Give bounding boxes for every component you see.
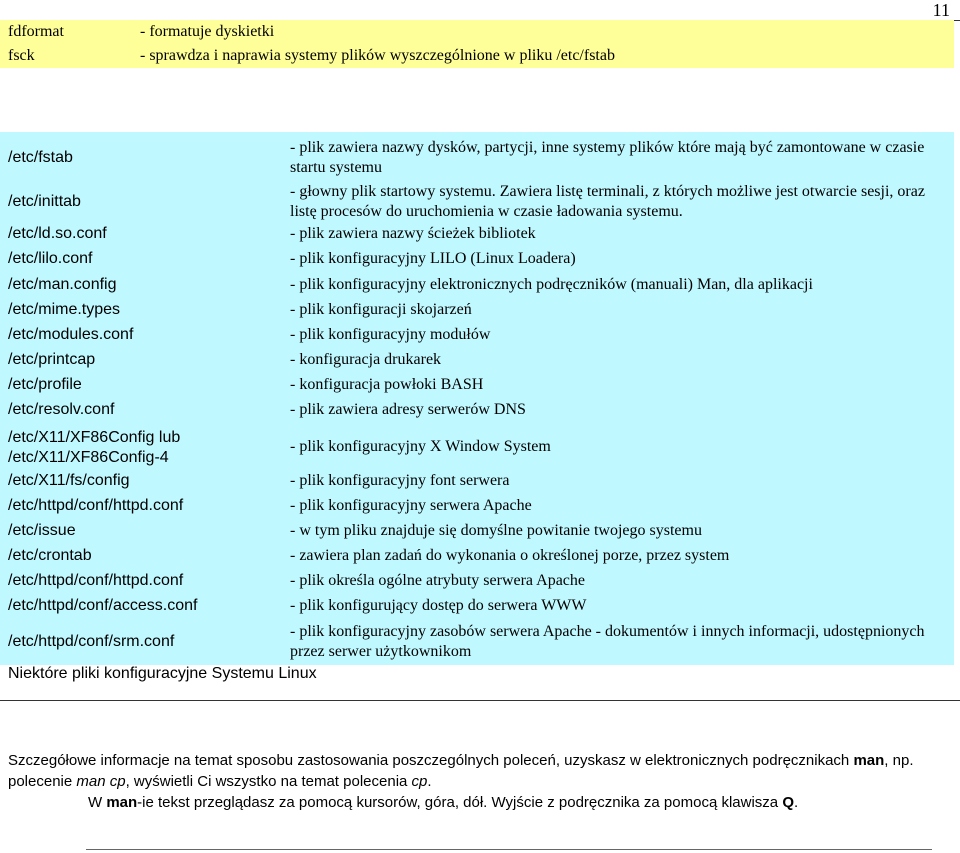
file-desc: - plik określa ogólne atrybuty serwera Apache (290, 572, 586, 589)
footer-q-bold: Q (782, 794, 794, 811)
file-path: /etc/httpd/conf/access.conf (8, 597, 198, 614)
file-path: /etc/modules.conf (8, 326, 134, 343)
footer-man-bold: man (853, 752, 885, 769)
file-desc: - plik konfigurujący dostęp do serwera WWW (290, 597, 587, 614)
file-desc: - w tym pliku znajduje się domyślne powitanie twojego systemu (290, 522, 702, 539)
file-desc: - zawiera plan zadań do wykonania o określonej porze, przez system (290, 547, 730, 564)
footer-text: Szczegółowe informacje na temat sposobu zastosowania poszczególnych poleceń, uzyskasz w elektronicznych podręcznikach (8, 752, 854, 769)
footer-paragraph-1 (8, 750, 952, 792)
footer-man-cp-italic: man cp (76, 773, 126, 790)
footer-text: W (88, 794, 107, 811)
footer-text: , np. polecenie (8, 752, 914, 790)
file-path: /etc/lilo.conf (8, 250, 93, 267)
file-desc: - plik zawiera adresy serwerów DNS (290, 401, 526, 418)
file-path: /etc/man.config (8, 276, 117, 293)
footer-text: . (794, 794, 799, 811)
commands-band (0, 20, 954, 68)
file-desc: - plik konfiguracyjny elektronicznych podręczników (manuali) Man, dla aplikacji (290, 276, 813, 293)
footer-note (8, 750, 952, 813)
file-path: /etc/httpd/conf/srm.conf (8, 633, 175, 650)
file-desc: - głowny plik startowy systemu. Zawiera listę terminali, z których możliwe jest otwarcie sesji, oraz listę procesów do uruchomienia w czasie ładowania systemu. (290, 183, 925, 220)
file-path: /etc/issue (8, 522, 76, 539)
file-desc: - plik zawiera nazwy dysków, partycji, inne systemy plików które mają być zamontowane w czasie startu systemu (290, 139, 925, 176)
file-desc: - plik konfiguracji skojarzeń (290, 301, 472, 318)
footer-rule (86, 849, 932, 850)
footer-text: -ie tekst przeglądasz za pomocą kursorów, góra, dół. Wyjście z podręcznika za pomocą klawisza (137, 794, 783, 811)
file-desc: - konfiguracja powłoki BASH (290, 376, 484, 393)
footer-paragraph-2 (8, 792, 952, 813)
file-desc: - plik konfiguracyjny serwera Apache (290, 497, 532, 514)
file-path: /etc/profile (8, 376, 82, 393)
file-desc: - konfiguracja drukarek (290, 351, 442, 368)
footer-man-bold: man (106, 794, 138, 811)
footer-text: , wyświetli Ci wszystko na temat polecenia (125, 773, 412, 790)
file-path: /etc/X11/XF86Config lub (8, 429, 181, 446)
footer-text: . (427, 773, 432, 790)
file-desc: - plik konfiguracyjny modułów (290, 326, 491, 343)
section-rule (0, 700, 960, 701)
file-path: /etc/httpd/conf/httpd.conf (8, 572, 184, 589)
footer-cp-italic: cp (411, 773, 428, 790)
config-files-table (0, 132, 954, 665)
command-desc: - formatuje dyskietki (140, 23, 275, 40)
file-desc: - plik zawiera nazwy ścieżek bibliotek (290, 225, 536, 242)
file-path: /etc/mime.types (8, 301, 121, 318)
file-path: /etc/httpd/conf/httpd.conf (8, 497, 184, 514)
file-desc: - plik konfiguracyjny X Window System (290, 438, 551, 455)
file-path: /etc/resolv.conf (8, 401, 115, 418)
file-path: /etc/X11/fs/config (8, 472, 130, 489)
file-desc: - plik konfiguracyjny zasobów serwera Apache - dokumentów i innych informacji, udostępnionych przez serwer użytkownikom (290, 623, 925, 660)
file-desc: - plik konfiguracyjny font serwera (290, 472, 510, 489)
file-path: /etc/ld.so.conf (8, 225, 107, 242)
file-path-alt: /etc/X11/XF86Config-4 (8, 449, 169, 466)
file-desc: - plik konfiguracyjny LILO (Linux Loadera) (290, 250, 576, 267)
file-path: /etc/inittab (8, 193, 81, 210)
command-name: fdformat (8, 23, 64, 40)
file-path: /etc/crontab (8, 547, 92, 564)
file-path: /etc/fstab (8, 149, 73, 166)
command-desc: - sprawdza i naprawia systemy plików wyszczególnione w pliku /etc/fstab (140, 47, 615, 64)
command-name: fsck (8, 47, 35, 64)
table-caption: Niektóre pliki konfiguracyjne Systemu Linux (8, 665, 317, 682)
file-path: /etc/printcap (8, 351, 96, 368)
page-number: 11 (932, 0, 950, 20)
